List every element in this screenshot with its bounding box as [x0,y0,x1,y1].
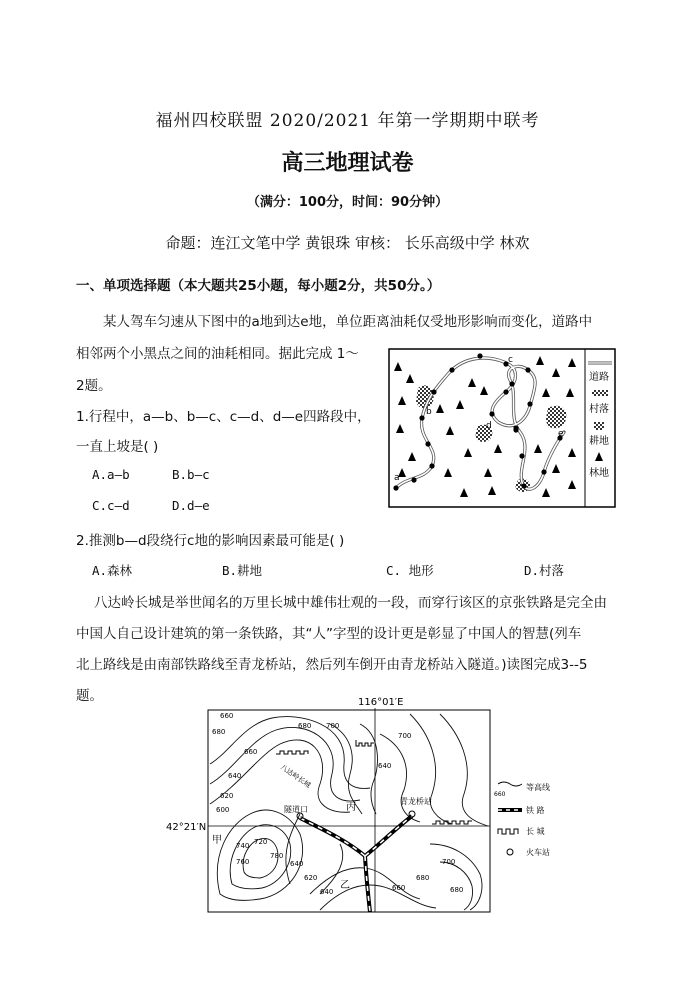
badaling-contour-map [166,694,600,916]
legend-road-label: 道路 [589,372,609,383]
section-heading: 一、单项选择题（本大题共25小题，每小题2分，共50分。） [76,278,441,294]
longitude-label: 116°01′E [358,697,404,708]
svg-text:640: 640 [320,888,334,896]
latitude-label: 42°21′N [166,822,207,833]
svg-text:680: 680 [450,886,464,894]
score-time: （满分：100分，时间：90分钟） [246,195,449,210]
svg-text:700: 700 [326,722,340,730]
q1-option-b: B.b—c [172,467,210,482]
place-label-greatwall: 八达岭长城 [278,763,313,790]
svg-text:620: 620 [220,792,234,800]
svg-text:660: 660 [220,712,234,720]
svg-text:700: 700 [398,732,412,740]
place-label-station: 青龙桥站 [400,797,432,806]
q2-stem: 2.推测b—d段绕行c地的影响因素最可能是( ) [76,533,345,549]
passage2-line4: 题。 [76,688,103,704]
q2-option-a: A.森林 [92,563,133,578]
svg-text:660: 660 [244,748,258,756]
passage2-line3: 北上路线是由南部铁路线至青龙桥站，然后列车倒开由青龙桥站入隧道。)读图完成3--5 [76,657,588,673]
q1-stem-line1: 1.行程中，a—b、b—c、c—d、d—e四路段中， [76,409,371,425]
legend-forest-label: 林地 [589,468,609,479]
svg-text:640: 640 [228,772,242,780]
passage1-line2: 相邻两个小黑点之间的油耗相同。据此完成 1～ [76,346,359,362]
exam-header-line: 福州四校联盟 2020/2021 年第一学期期中联考 [155,111,540,131]
svg-text:640: 640 [290,860,304,868]
svg-text:700: 700 [442,858,456,866]
svg-text:640: 640 [378,762,392,770]
q1-option-c: C.c—d [92,498,130,513]
legend-contour-label: 等高线 [526,783,550,792]
svg-text:600: 600 [216,806,230,814]
passage2-line1: 八达岭长城是举世闻名的万里长城中雄伟壮观的一段，而穿行该区的京张铁路是完全由 [94,595,607,611]
place-label-tunnel: 隧道口 [284,805,308,814]
q1-stem-line2: 一直上坡是( ) [76,439,159,455]
svg-text:680: 680 [212,728,226,736]
point-label-d: d [486,421,492,431]
map2-legend [494,782,550,857]
svg-text:680: 680 [298,722,312,730]
passage1-line3: 2题。 [76,378,112,394]
legend-wall-label: 长 城 [526,827,545,836]
q1-option-a: A.a—b [92,467,130,482]
place-label-jia: 甲 [212,835,222,846]
legend-station-label: 火车站 [526,848,550,857]
q1-option-d: D.d—e [172,498,210,513]
place-label-yi: 乙 [340,880,350,891]
author-line: 命题：连江文笔中学 黄银珠 审核： 长乐高级中学 林欢 [165,234,530,252]
legend-railway-label: 铁 路 [526,806,545,815]
place-label-bing: 丙 [346,802,356,813]
legend-village-label: 村落 [589,404,609,415]
q2-option-c: C. 地形 [386,563,434,578]
svg-text:780: 780 [270,852,284,860]
point-label-e: e [558,429,564,439]
legend-contour-value: 660 [494,791,506,798]
point-label-a: a [394,473,400,483]
q2-option-d: D.村落 [524,563,565,578]
exam-title: 高三地理试卷 [281,151,414,176]
q2-option-b: B.耕地 [222,563,263,578]
svg-text:620: 620 [304,874,318,882]
passage1-line1: 某人驾车匀速从下图中的a地到达e地，单位距离油耗仅受地形影响而变化，道路中 [103,314,593,330]
svg-text:680: 680 [416,874,430,882]
point-label-c: c [508,355,513,365]
svg-text:760: 760 [236,858,250,866]
svg-text:740: 740 [236,842,250,850]
point-label-b: b [426,407,432,417]
svg-text:720: 720 [254,838,268,846]
passage2-line2: 中国人自己设计建筑的第一条铁路，其“人”字型的设计更是彰显了中国人的智慧(列车 [76,626,582,642]
legend-farmland-label: 耕地 [589,436,609,447]
svg-text:660: 660 [392,884,406,892]
road-map-figure [388,348,616,508]
